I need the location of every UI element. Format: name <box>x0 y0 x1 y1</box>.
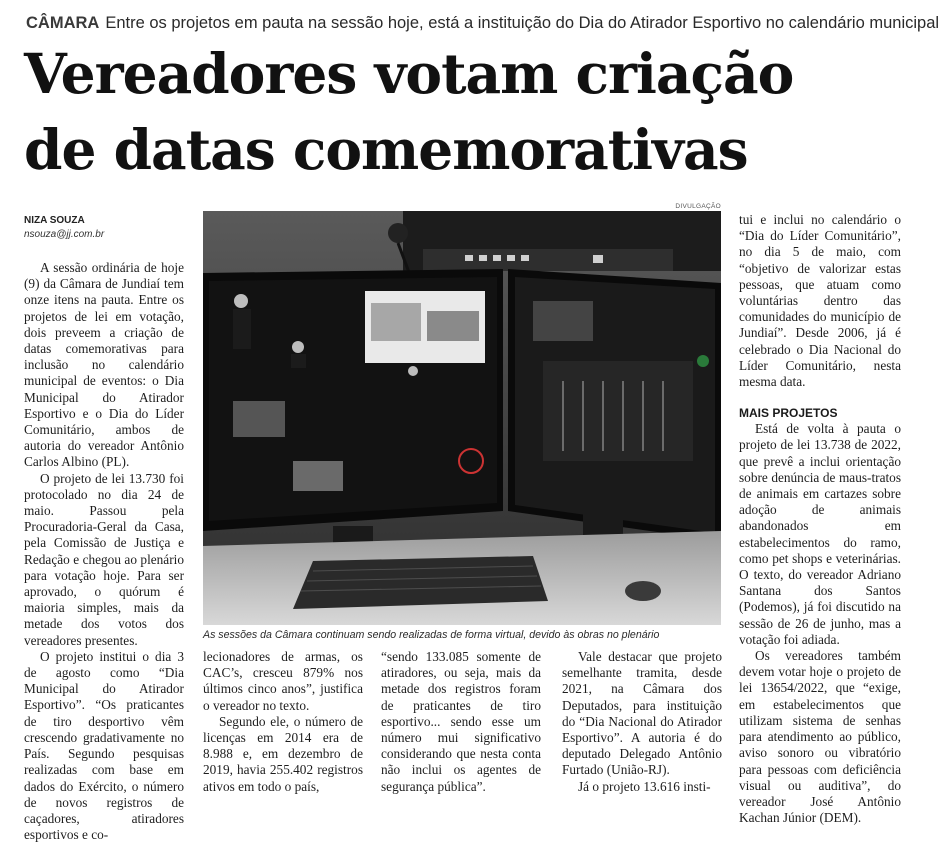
paragraph: Os vereadores também devem votar hoje o projeto de lei 13654/2022, que “exige, em estabelecimentos que utilizam sistema de senhas para atendimento ao público, aviso sonoro ou vibratório para pessoas com deficiência visual ou auditiva”, do vereador José Antônio Kachan Júnior (DEM). <box>739 648 901 826</box>
article-column-4 <box>562 649 722 795</box>
headline <box>24 36 884 188</box>
article-column-2 <box>203 649 363 795</box>
paragraph: Está de volta à pauta o projeto de lei 13.738 de 2022, que prevê a inclui orientação sobre denúncia de maus-tratos de animais em cartazes sobre adoção de animais abandonados em estabelecimentos do ramo, como pet shops e veterinárias. O texto, do vereador Adriano Santana dos Santos (Podemos), já foi discutido na sessão de 26 de junho, mas a votação foi adiada. <box>739 421 901 647</box>
author-email: nsouza@jj.com.br <box>24 229 105 240</box>
paragraph: Vale destacar que projeto semelhante tramita, desde 2021, na Câmara dos Deputados, para instituição do “Dia Nacional do Atirador Esportivo”. A autoria é do deputado Delegado Antônio Furtado (União-RJ). <box>562 649 722 778</box>
kicker-row <box>26 12 939 34</box>
article-column-3 <box>381 649 541 795</box>
paragraph: O projeto institui o dia 3 de agosto como “Dia Municipal do Atirador Esportivo”. “Os praticantes de tiro desportivo vêm crescendo gradativamente no País. Segundo pesquisas realizadas com base em dados do Exército, o número de novos registros de caçadores, atiradores esportivos e co- <box>24 648 184 843</box>
headline-line-2: de datas comemorativas <box>24 117 748 182</box>
paragraph: lecionadores de armas, os CAC’s, cresceu 879% nos últimos cinco anos”, justifica o vereador no texto. <box>203 649 363 713</box>
paragraph: O projeto de lei 13.730 foi protocolado no dia 24 de maio. Passou pela Procuradoria-Geral da Casa, pela Comissão de Justiça e Redação e chegou ao plenário para votação hoje. Para ser aprovado, o quórum é maioria simples, mais da metade dos votos dos vereadores presentes. <box>24 470 184 648</box>
subheadline: Entre os projetos em pauta na sessão hoje, está a instituição do Dia do Atirador Esportivo no calendário municipal <box>105 14 939 32</box>
article-column-1 <box>24 260 184 843</box>
section-heading: MAIS PROJETOS <box>739 406 838 421</box>
photo-caption: As sessões da Câmara continuam sendo realizadas de forma virtual, devido às obras no plenário <box>203 629 660 641</box>
paragraph: “sendo 133.085 somente de atiradores, ou seja, mais da metade dos registros foram de praticantes de tiro esportivo... sendo esse um número mui significativo considerando que nesta conta não inclui os agentes de segurança pública”. <box>381 649 541 794</box>
paragraph: A sessão ordinária de hoje (9) da Câmara de Jundiaí tem onze itens na pauta. Entre os projetos de lei em votação, dois preveem a criação de datas comemorativas para inclusão no calendário municipal de eventos: o Dia Municipal do Atirador Esportivo e o Dia do Líder Comunitário, ambos de autoria do vereador Antônio Carlos Albino (PL). <box>24 260 184 470</box>
byline <box>24 214 104 242</box>
article-column-5 <box>739 212 901 830</box>
article-photo <box>203 211 721 625</box>
monitors-illustration <box>203 211 721 625</box>
paragraph: Segundo ele, o número de licenças em 2014 era de 8.988 e, em dezembro de 2019, havia 255.402 registros ativos em todo o país, <box>203 713 363 794</box>
paragraph: tui e inclui no calendário o “Dia do Líder Comunitário”, no dia 5 de maio, com “objetivo de valorizar estas pessoas, que atuam como voluntárias dentro das comunidades do município de Jundiaí”. Desde 2006, já é celebrado o Dia Nacional do Líder Comunitário, nesta mesma data. <box>739 212 901 390</box>
photo-credit: DIVULGAÇÃO <box>675 203 721 210</box>
author-name: NIZA SOUZA <box>24 215 85 226</box>
paragraph: Já o projeto 13.616 insti- <box>578 778 711 794</box>
section-kicker: CÂMARA <box>26 14 100 32</box>
headline-line-1: Vereadores votam criação <box>24 41 794 106</box>
